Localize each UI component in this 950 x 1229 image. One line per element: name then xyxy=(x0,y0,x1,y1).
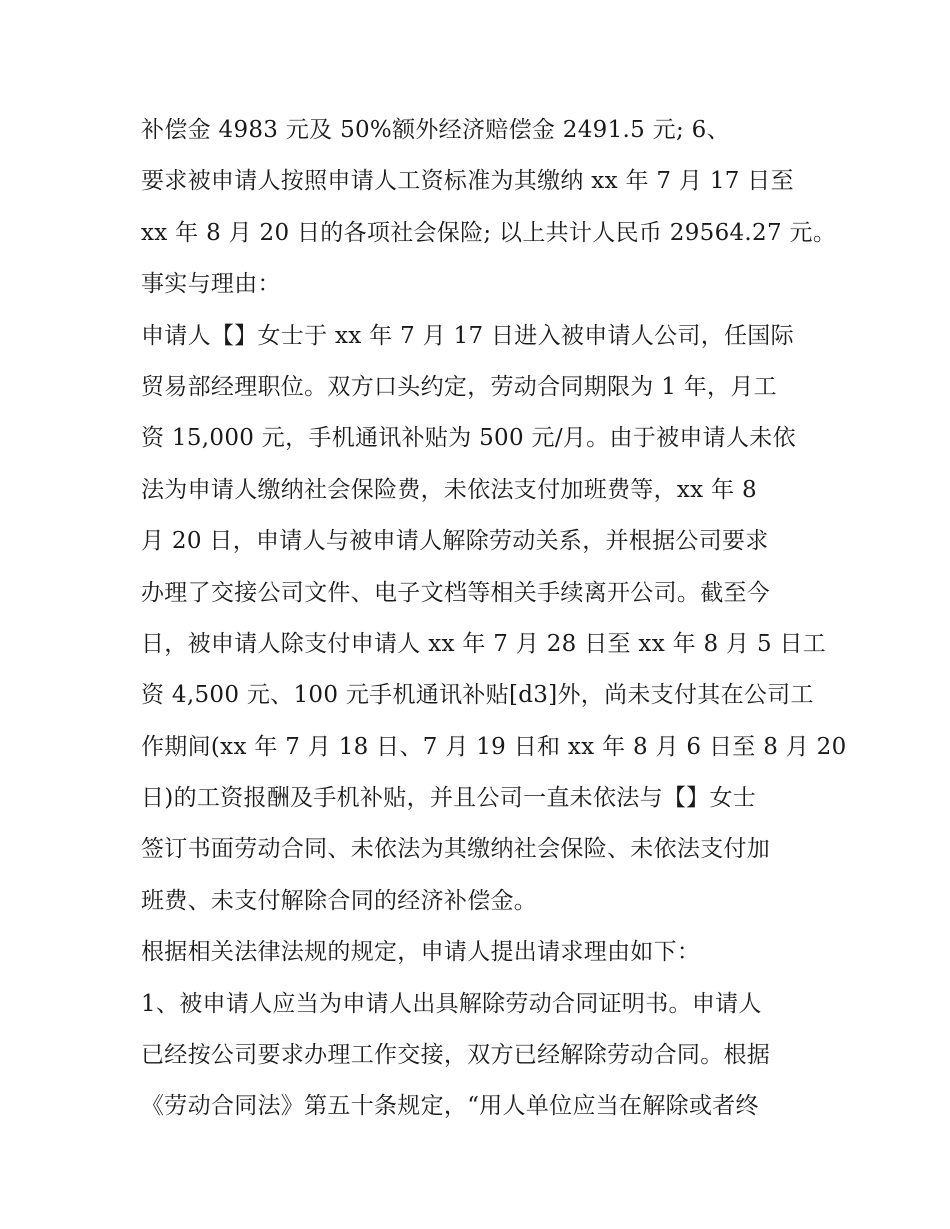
text-line: xx 年 8 月 20 日的各项社会保险; 以上共计人民币 29564.27 元。 xyxy=(141,219,837,246)
text-line: 《劳动合同法》第五十条规定，“用人单位应当在解除或者终 xyxy=(141,1093,759,1120)
section-heading: 事实与理由： xyxy=(141,271,281,298)
text-line: 申请人【】女士于 xx 年 7 月 17 日进入被申请人公司，任国际 xyxy=(141,322,794,349)
text-line: 签订书面劳动合同、未依法为其缴纳社会保险、未依法支付加 xyxy=(141,836,771,863)
text-line: 资 4,500 元、100 元手机通讯补贴[d3]外，尚未支付其在公司工 xyxy=(141,682,814,709)
text-line: 作期间(xx 年 7 月 18 日、7 月 19 日和 xx 年 8 月 6 日至 8 月 20 xyxy=(141,733,847,760)
text-line: 补偿金 4983 元及 50%额外经济赔偿金 2491.5 元; 6、 xyxy=(141,117,730,143)
text-line: 贸易部经理职位。双方口头约定，劳动合同期限为 1 年，月工 xyxy=(141,373,777,400)
document-body xyxy=(141,105,847,1133)
text-line: 根据相关法律法规的规定，申请人提出请求理由如下： xyxy=(141,939,701,966)
text-line: 月 20 日，申请人与被申请人解除劳动关系，并根据公司要求 xyxy=(141,528,769,555)
text-line: 法为申请人缴纳社会保险费，未依法支付加班费等，xx 年 8 xyxy=(141,476,757,503)
text-line: 已经按公司要求办理工作交接，双方已经解除劳动合同。根据 xyxy=(141,1042,771,1069)
text-line: 班费、未支付解除合同的经济补偿金。 xyxy=(141,887,538,914)
text-line: 日，被申请人除支付申请人 xx 年 7 月 28 日至 xx 年 8 月 5 日工 xyxy=(141,630,827,657)
text-line: 1、被申请人应当为申请人出具解除劳动合同证明书。申请人 xyxy=(141,990,762,1017)
text-line: 要求被申请人按照申请人工资标准为其缴纳 xx 年 7 月 17 日至 xyxy=(141,168,794,195)
text-line: 资 15,000 元，手机通讯补贴为 500 元/月。由于被申请人未依 xyxy=(141,425,796,452)
text-line: 办理了交接公司文件、电子文档等相关手续离开公司。截至今 xyxy=(141,579,771,606)
text-line: 日)的工资报酬及手机补贴，并且公司一直未依法与【】女士 xyxy=(141,785,757,812)
